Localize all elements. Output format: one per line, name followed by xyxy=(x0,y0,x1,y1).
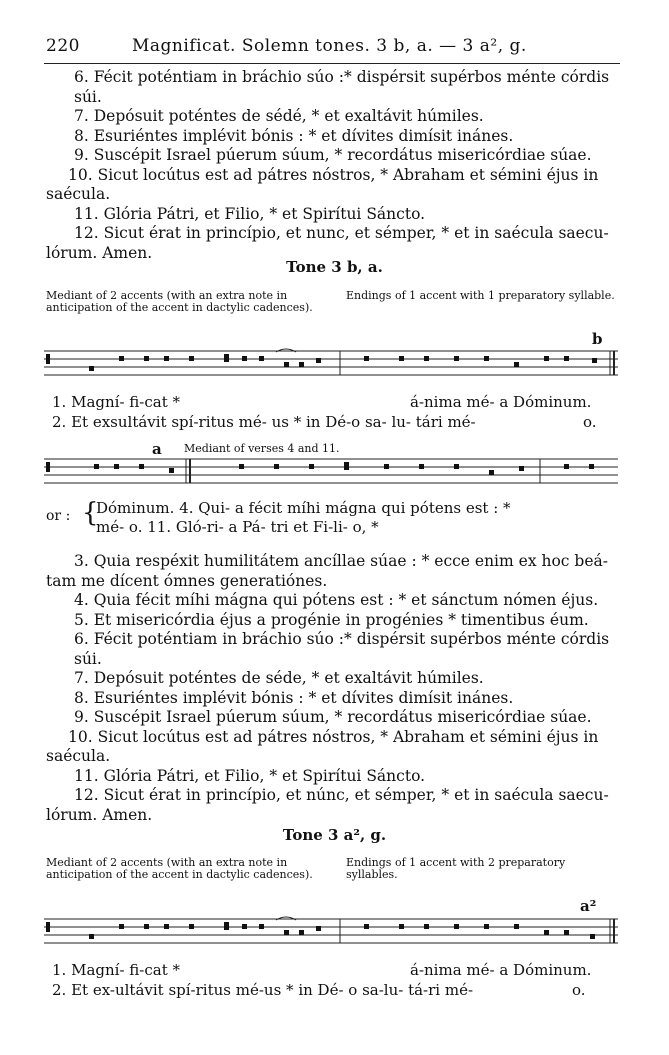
lyric-line-2-right: o. xyxy=(583,413,597,431)
verse-line: 8. Esuriéntes implévit bónis : * et dívites dimísit inánes. xyxy=(74,688,514,707)
brace: { xyxy=(82,498,99,528)
verse-line: 12. Sicut érat in princípio, et núnc, et sémper, * et in saécula saecu- xyxy=(74,786,609,804)
ending-mark: a² xyxy=(580,897,597,915)
lyric-line-2-left: 2. Et ex-ultávit spí-ritus mé-us * in Dé- o sa-lu- tá-ri mé- xyxy=(52,981,474,999)
verse-line: 9. Suscépit Israel púerum súum, * recordátus misericórdiae súae. xyxy=(74,708,592,726)
running-title: Magnificat. Solemn tones. 3 b, a. — 3 a², g. xyxy=(132,36,527,56)
staff-lines xyxy=(44,348,618,380)
lyric-line-2-left: 2. Et exsultávit spí-ritus mé- us * in Dé-o sa- lu- tári mé- xyxy=(52,413,476,431)
verse-line: 7. Depósuit poténtes de sédé, * et exaltávit húmiles. xyxy=(74,107,484,125)
tone-title: Tone 3 a², g. xyxy=(282,826,387,844)
header-rule xyxy=(44,63,620,64)
lyric-line-1-right: á-nima mé- a Dóminum. xyxy=(410,961,592,979)
lyric-line-1-left: 1. Magní- fi-cat * xyxy=(52,393,180,411)
verse-line: saécula. xyxy=(46,185,111,203)
alt-lyric-2: mé- o. 11. Gló-ri- a Pá- tri et Fi-li- o, * xyxy=(96,518,379,536)
verse-line: 8. Esuriéntes implévit bónis : * et dívites dimísit inánes. xyxy=(74,126,514,145)
verse-line: saécula. xyxy=(46,747,111,765)
verses-mid xyxy=(46,552,621,825)
verse-line: 10. Sicut locútus est ad pátres nóstros, * Abraham et sémini éjus in xyxy=(68,727,599,746)
lyric-line-1-left: 1. Magní- fi-cat * xyxy=(52,961,180,979)
endings-note: Endings of 1 accent with 2 preparatory syllables. xyxy=(346,856,566,881)
staff-lines xyxy=(44,916,618,948)
verse-line: 6. Fécit poténtiam in bráchio súo :* dispérsit supérbos ménte córdis súi. xyxy=(74,630,610,668)
alt-lyric-1: Dóminum. 4. Qui- a fécit míhi mágna qui pótens est : * xyxy=(96,499,511,517)
alt-mark: a xyxy=(152,440,162,458)
verse-line: lórum. Amen. xyxy=(46,243,153,262)
lyric-line-2-right: o. xyxy=(572,981,586,999)
staff-lines xyxy=(44,456,618,488)
lyric-line-1-right: á-nima mé- a Dóminum. xyxy=(410,393,592,411)
mediant-note: Mediant of 2 accents (with an extra note in anticipation of the accent in dactylic cadences). xyxy=(46,856,313,881)
verse-line: 10. Sicut locútus est ad pátres nóstros, * Abraham et sémini éjus in xyxy=(68,165,599,184)
tone-title: Tone 3 b, a. xyxy=(286,258,383,276)
ending-mark: b xyxy=(592,330,603,348)
verse-line: 7. Depósuit poténtes de séde, * et exaltávit húmiles. xyxy=(74,669,484,687)
mediant-note: Mediant of 2 accents (with an extra note in anticipation of the accent in dactylic cadences). xyxy=(46,289,313,314)
verse-line: 4. Quia fécit míhi mágna qui pótens est : * et sánctum nómen éjus. xyxy=(74,591,599,609)
verse-line: 11. Glória Pátri, et Filio, * et Spirítui Sáncto. xyxy=(74,204,426,223)
mediant-label: Mediant of verses 4 and 11. xyxy=(184,442,340,455)
music-staff xyxy=(44,348,618,378)
verse-line: 11. Glória Pátri, et Filio, * et Spirítui Sáncto. xyxy=(74,766,426,785)
verse-line: 9. Suscépit Israel púerum súum, * recordátus misericórdiae súae. xyxy=(74,146,592,164)
verse-line: lórum. Amen. xyxy=(46,805,153,824)
page-header xyxy=(46,36,646,60)
music-staff-alt xyxy=(44,456,618,486)
verse-line: 5. Et misericórdia éjus a progénie in progénies * timentibus éum. xyxy=(74,610,589,629)
verse-line: 6. Fécit poténtiam in bráchio súo :* dispérsit supérbos ménte córdis súi. xyxy=(74,68,610,106)
verse-line: tam me dícent ómnes generatiónes. xyxy=(46,571,328,590)
endings-note: Endings of 1 accent with 1 preparatory syllable. xyxy=(346,289,615,302)
or-label: or : xyxy=(46,508,71,524)
verses-top xyxy=(46,68,621,263)
verse-line: 12. Sicut érat in princípio, et nunc, et sémper, * et in saécula saecu- xyxy=(74,224,609,242)
music-staff xyxy=(44,916,618,946)
verse-line: 3. Quia respéxit humilitátem ancíllae súae : * ecce enim ex hoc beá- xyxy=(74,552,608,570)
page-number: 220 xyxy=(46,36,80,56)
